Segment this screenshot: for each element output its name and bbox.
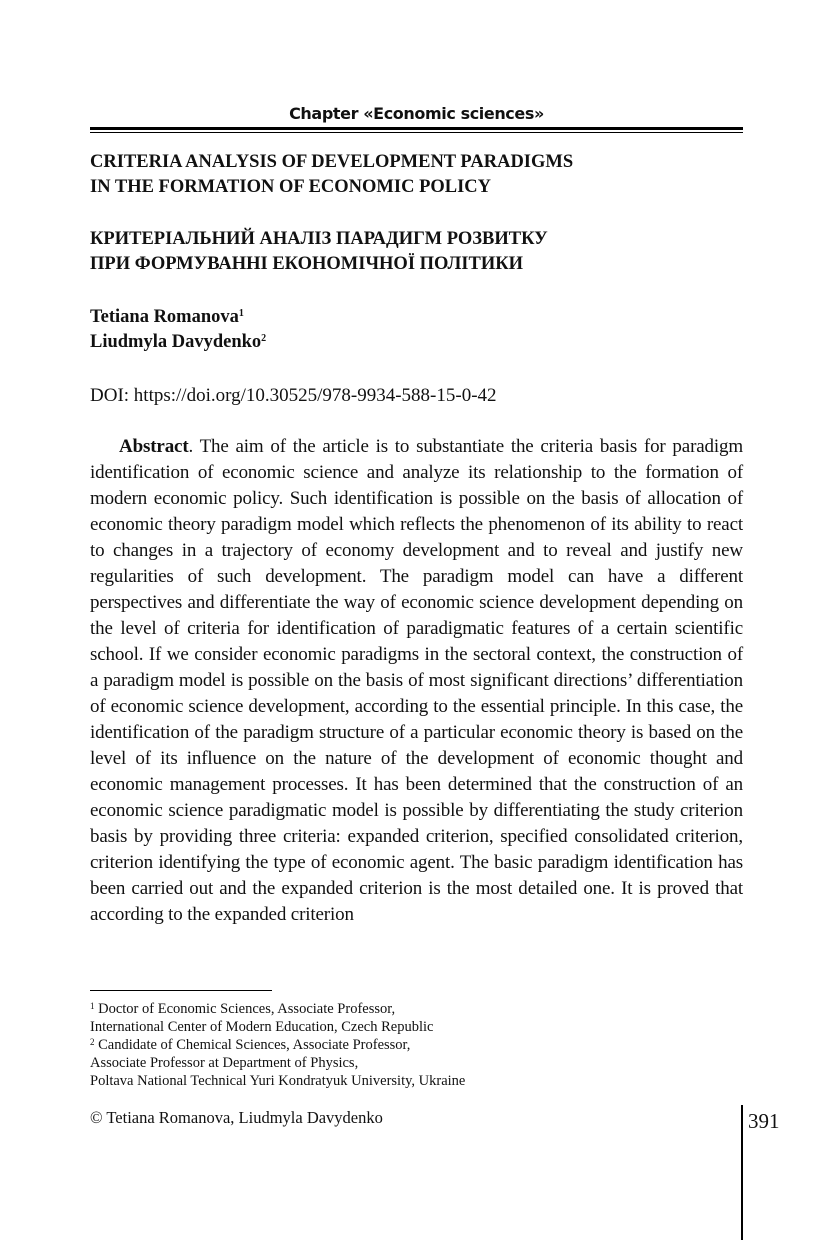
header-rule-thin (90, 132, 743, 133)
footnote-text: Doctor of Economic Sciences, Associate Professor, (98, 1001, 396, 1017)
author-footnote-mark: 2 (261, 333, 267, 344)
footnote-text: International Center of Modern Education, Czech Republic (90, 1019, 434, 1035)
doi-line: DOI: https://doi.org/10.30525/978-9934-588-15-0-42 (90, 385, 497, 406)
title-english-line: CRITERIA ANALYSIS OF DEVELOPMENT PARADIGMS (90, 152, 574, 172)
footnote-mark: 2 (90, 1037, 95, 1047)
footnote-line (90, 1018, 465, 1036)
footnote-text: Poltava National Technical Yuri Kondratyuk University, Ukraine (90, 1073, 466, 1089)
footnotes (90, 1000, 465, 1090)
copyright-line: © Tetiana Romanova, Liudmyla Davydenko (90, 1108, 383, 1127)
page-number-rule (741, 1105, 743, 1240)
header-rule-thick (90, 127, 743, 130)
page-number: 391 (748, 1109, 780, 1133)
footnote-text: Candidate of Chemical Sciences, Associate Professor, (98, 1037, 411, 1053)
footnote-line (90, 1000, 465, 1018)
author-name: Tetiana Romanova (90, 307, 239, 327)
title-english-line: IN THE FORMATION OF ECONOMIC POLICY (90, 177, 492, 197)
footnote-line (90, 1054, 465, 1072)
footnote-separator (90, 990, 272, 991)
title-ukrainian (90, 227, 743, 277)
author-name: Liudmyla Davydenko (90, 332, 262, 352)
title-english (90, 150, 743, 200)
footnote-line (90, 1072, 465, 1090)
abstract-text: . The aim of the article is to substantiate the criteria basis for paradigm identification of economic science and analyze its relationship to the formation of modern economic policy. Such identification is possible on the basis of allocation of economic theory paradigm model which reflects the phenomenon of its ability to react to changes in a trajectory of economy development and to reveal and justify new regularities of such development. The paradigm model can have a different perspectives and differentiate the way of economic science development depending on the level of criteria for identification of paradigmatic features of a certain scientific school. If we consider economic paradigms in the sectoral context, the construction of a paradigm model is possible on the basis of most significant directions’ differentiation of economic science development, according to the essential principle. In this case, the identification of the paradigm structure of a particular economic theory is based on the level of its influence on the nature of the development of economic thought and economic management processes. It has been determined that the construction of an economic science paradigmatic model is possible by differentiating the study criterion basis by providing three criteria: expanded criterion, specified consolidated criterion, criterion identifying the type of economic agent. The basic paradigm identification has been carried out and the expanded criterion is the most detailed one. It is proved that according to the expanded criterion (90, 436, 743, 925)
footnote-mark: 1 (90, 1001, 95, 1011)
title-ukrainian-line: КРИТЕРІАЛЬНИЙ АНАЛІЗ ПАРАДИГМ РОЗВИТКУ (90, 229, 548, 249)
author-list (90, 305, 266, 355)
footnote-line (90, 1036, 465, 1054)
abstract-paragraph (90, 434, 743, 928)
author (90, 330, 266, 355)
footnote-text: Associate Professor at Department of Physics, (90, 1055, 359, 1071)
title-ukrainian-line: ПРИ ФОРМУВАННІ ЕКОНОМІЧНОЇ ПОЛІТИКИ (90, 254, 524, 274)
author (90, 305, 266, 330)
abstract-label: Abstract (119, 436, 189, 457)
author-footnote-mark: 1 (238, 308, 244, 319)
chapter-header: Chapter «Economic sciences» (289, 104, 544, 123)
